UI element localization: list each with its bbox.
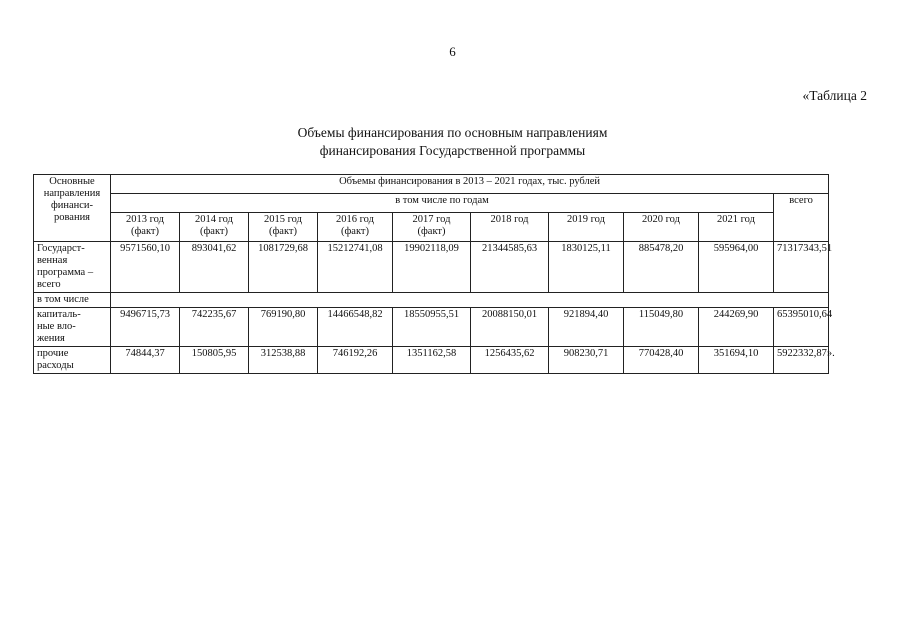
- header-row-1: [34, 175, 829, 194]
- table-cell: 15212741,08: [318, 242, 393, 293]
- year-header: 2016 год (факт): [318, 213, 393, 242]
- table-cell: 74844,37: [111, 347, 180, 374]
- table-cell: 20088150,01: [471, 308, 549, 347]
- year-header: 2014 год (факт): [180, 213, 249, 242]
- table-cell-total: 5922332,87».: [774, 347, 829, 374]
- table-cell: 770428,40: [624, 347, 699, 374]
- header-years-row: [34, 213, 829, 242]
- table-row-including: [34, 293, 829, 308]
- row-label: Государст- венная программа – всего: [34, 242, 111, 293]
- table-row: [34, 242, 829, 293]
- table-cell: 1081729,68: [249, 242, 318, 293]
- year-header: 2017 год (факт): [393, 213, 471, 242]
- page-number: 6: [449, 44, 456, 59]
- header-directions: Основные направления финанси- рования: [34, 175, 111, 242]
- row-label: прочие расходы: [34, 347, 111, 374]
- title-line-1: Объемы финансирования по основным направлениям: [297, 125, 608, 140]
- year-header: 2020 год: [624, 213, 699, 242]
- table-title: [0, 124, 905, 160]
- table-cell: 769190,80: [249, 308, 318, 347]
- year-header: 2013 год (факт): [111, 213, 180, 242]
- table-cell: 9496715,73: [111, 308, 180, 347]
- table-cell: 19902118,09: [393, 242, 471, 293]
- table-cell: 595964,00: [699, 242, 774, 293]
- row-label: капиталь- ные вло- жения: [34, 308, 111, 347]
- title-line-2: финансирования Государственной программы: [319, 143, 586, 158]
- table-reference: «Таблица 2: [802, 88, 867, 103]
- table-cell: 742235,67: [180, 308, 249, 347]
- table-cell: 312538,88: [249, 347, 318, 374]
- table-cell: 115049,80: [624, 308, 699, 347]
- table-cell: 746192,26: [318, 347, 393, 374]
- table-cell-total: 65395010,64: [774, 308, 829, 347]
- financing-table: [33, 174, 835, 374]
- year-header: 2019 год: [549, 213, 624, 242]
- table-cell: 244269,90: [699, 308, 774, 347]
- header-by-year: в том числе по годам: [111, 194, 774, 213]
- table-cell: 14466548,82: [318, 308, 393, 347]
- table-cell: 885478,20: [624, 242, 699, 293]
- table-cell: 1351162,58: [393, 347, 471, 374]
- table-cell: 21344585,63: [471, 242, 549, 293]
- table-row: [34, 308, 829, 347]
- header-total: всего: [774, 194, 829, 242]
- table-cell: 9571560,10: [111, 242, 180, 293]
- header-row-2: [34, 194, 829, 213]
- year-header: 2018 год: [471, 213, 549, 242]
- table-cell: 921894,40: [549, 308, 624, 347]
- table-cell: 908230,71: [549, 347, 624, 374]
- table-cell: 1256435,62: [471, 347, 549, 374]
- table-cell: 351694,10: [699, 347, 774, 374]
- year-header: 2021 год: [699, 213, 774, 242]
- table-cell: 150805,95: [180, 347, 249, 374]
- including-label: в том числе: [34, 293, 111, 308]
- table-cell-total: 71317343,51: [774, 242, 829, 293]
- table-cell: 18550955,51: [393, 308, 471, 347]
- table-cell: 893041,62: [180, 242, 249, 293]
- table-cell: 1830125,11: [549, 242, 624, 293]
- header-financing-volume: Объемы финансирования в 2013 – 2021 годах, тыс. рублей: [111, 175, 829, 194]
- year-header: 2015 год (факт): [249, 213, 318, 242]
- empty-cell: [111, 293, 829, 308]
- table-row: [34, 347, 829, 374]
